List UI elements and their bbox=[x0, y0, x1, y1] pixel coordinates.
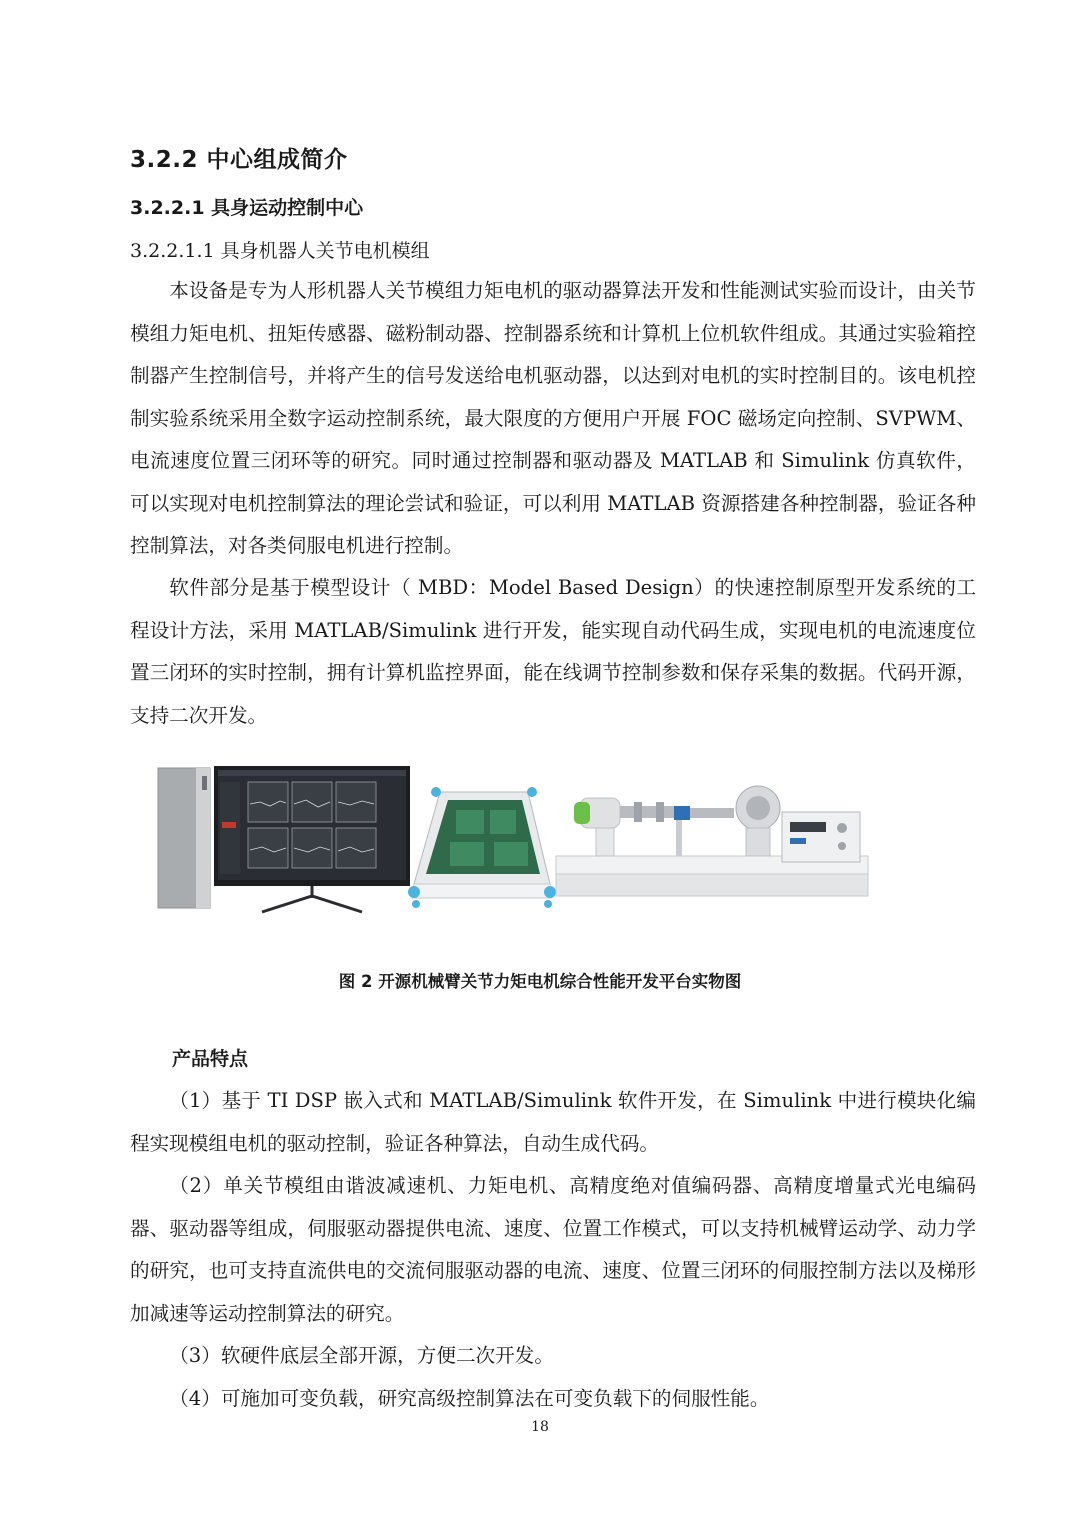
feature-item-2: （2）单关节模组由谐波减速机、力矩电机、高精度绝对值编码器、高精度增量式光电编码器、驱动器等组成，伺服驱动器提供电流、速度、位置工作模式，可以支持机械臂运动学、动力学的研究，也可支持直流供电的交流伺服驱动器的电流、速度、位置三闭环的伺服控制方法以及梯形加减速等运动控制算法的研究。 bbox=[130, 1174, 976, 1325]
body-paragraph-1: 本设备是专为人形机器人关节模组力矩电机的驱动器算法开发和性能测试实验而设计，由关节模组力矩电机、扭矩传感器、磁粉制动器、控制器系统和计算机上位机软件组成。其通过实验箱控制器产生控制信号，并将产生的信号发送给电机驱动器，以达到对电机的实时控制目的。该电机控制实验系统采用全数字运动控制系统，最大限度的方便用户开展 FOC 磁场定向控制、SVPWM、电流速度位置三闭环等的研究。同时通过控制器和驱动器及 MATLAB 和 Simulink 仿真软件，可以实现对电机控制算法的理论尝试和验证，可以利用 MATLAB 资源搭建各种控制器，验证各种控制算法，对各类伺服电机进行控制。 bbox=[130, 279, 976, 557]
pc-tower bbox=[158, 768, 210, 908]
controller-box bbox=[408, 787, 556, 908]
feature-item-1: （1）基于 TI DSP 嵌入式和 MATLAB/Simulink 软件开发，在 Simulink 中进行模块化编程实现模组电机的驱动控制，验证各种算法，自动生成代码。 bbox=[130, 1089, 976, 1155]
section-heading: 3.2.2 中心组成简介 bbox=[130, 147, 348, 173]
features-title: 产品特点 bbox=[172, 1048, 249, 1070]
figure-caption: 图 2 开源机械臂关节力矩电机综合性能开发平台实物图 bbox=[338, 972, 742, 991]
body-paragraph-2: 软件部分是基于模型设计（ MBD：Model Based Design）的快速控制原型开发系统的工程设计方法，采用 MATLAB/Simulink 进行开发，能实现自动代码生成，实现电机的电流速度位置三闭环的实时控制，拥有计算机监控界面，能在线调节控制参数和保存采集的数据。代码开源，支持二次开发。 bbox=[130, 576, 976, 727]
monitor bbox=[214, 766, 410, 912]
page-number: 18 bbox=[531, 1419, 549, 1435]
motor-test-bench bbox=[556, 786, 868, 896]
feature-item-4: （4）可施加可变负载，研究高级控制算法在可变负载下的伺服性能。 bbox=[169, 1387, 770, 1410]
subsection-heading: 3.2.2.1 具身运动控制中心 bbox=[130, 197, 364, 219]
platform-photo bbox=[150, 752, 880, 922]
feature-item-3: （3）软硬件底层全部开源，方便二次开发。 bbox=[169, 1344, 554, 1367]
subsubsection-heading: 3.2.2.1.1 具身机器人关节电机模组 bbox=[130, 240, 430, 262]
